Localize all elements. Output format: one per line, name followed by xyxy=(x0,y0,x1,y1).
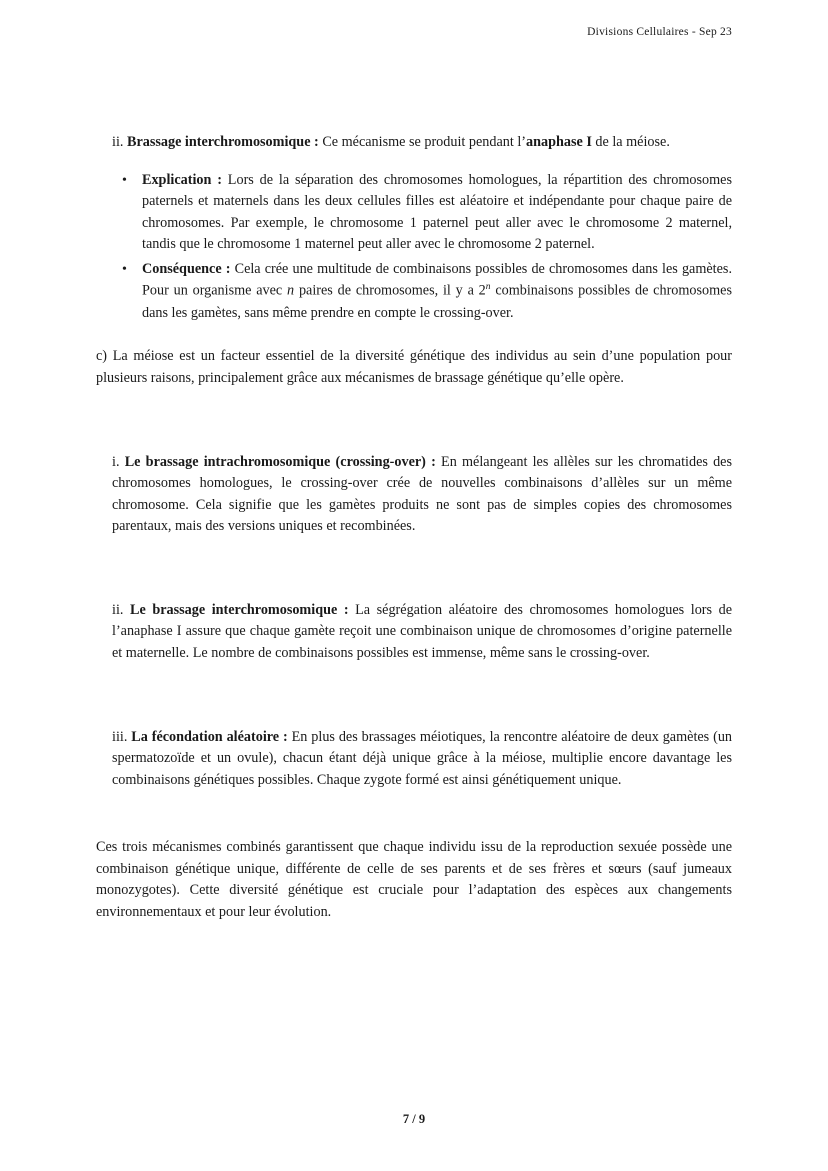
section-ii-text-a: Ce mécanisme se produit pendant l’ xyxy=(318,134,527,150)
item-i-paragraph xyxy=(112,452,732,538)
item-ii-label: ii. xyxy=(112,601,124,618)
bullet-list xyxy=(120,170,732,325)
bullet-text-consequence-a: Cela crée une multitude de combinaisons possibles de chromosomes dans les gamètes. Pour un organisme avec xyxy=(142,260,732,300)
item-iii-term: La fécondation aléatoire : xyxy=(131,728,288,745)
item-ii-term: Le brassage interchromosomique : xyxy=(130,601,349,618)
section-ii-bold-anaphase: anaphase I xyxy=(526,134,592,150)
item-iii-paragraph xyxy=(112,727,732,792)
section-ii-text-c: de la méiose. xyxy=(591,134,670,150)
paragraph-c: c) La méiose est un facteur essentiel de la diversité génétique des individus au sein d’une population pour plusieurs raisons, principalement grâce aux mécanismes de brassage génétique qu’elle opère. xyxy=(96,348,732,386)
list-item xyxy=(120,170,732,256)
exponent-n: n xyxy=(485,282,491,293)
running-header: Divisions Cellulaires - Sep 23 xyxy=(587,26,732,38)
variable-n: n xyxy=(287,283,295,300)
bullet-text-explication: Lors de la séparation des chromosomes homologues, la répartition des chromosomes paternels et maternels dans les deux cellules filles est aléatoire et indépendante pour chaque paire de chromosomes. Par exemple, le chromosome 1 paternel peut aller avec le chromosome 2 maternel, tandis que le chromosome 1 maternel peut aller avec le chromosome 2 paternel. xyxy=(142,171,732,253)
page-number: 7 / 9 xyxy=(402,1112,426,1126)
bullet-text-consequence-b: paires de chromosomes, il y a 2 xyxy=(294,283,486,300)
item-ii-paragraph xyxy=(112,600,732,665)
item-i-label: i. xyxy=(112,453,120,470)
bullet-term-explication: Explication : xyxy=(142,171,222,188)
section-ii-paragraph xyxy=(112,132,732,154)
item-i-term: Le brassage intrachromosomique (crossing-over) : xyxy=(124,453,436,470)
item-iii-label: iii. xyxy=(112,728,128,745)
closing-paragraph: Ces trois mécanismes combinés garantissent que chaque individu issu de la reproduction sexuée possède une combinaison génétique unique, différente de celle de ses parents et de ses frères et sœurs (sauf jumeaux monozygotes). Cette diversité génétique est cruciale pour l’adaptation des espèces aux changements environnementaux et pour leur évolution. xyxy=(96,839,732,921)
section-ii-label: ii. xyxy=(112,134,124,150)
page-content xyxy=(96,132,732,924)
item-iii-text: En plus des brassages méiotiques, la rencontre aléatoire de deux gamètes (un spermatozoïde et un ovule), chacun étant déjà unique grâce à la méiose, multiplie encore davantage les combinaisons génétiques possibles. Chaque zygote formé est ainsi génétiquement unique. xyxy=(112,728,733,788)
item-i-text: En mélangeant les allèles sur les chromatides des chromosomes homologues, le crossing-over crée de nouvelles combinaisons d’allèles sur un même chromosome. Cela signifie que les gamètes produits ne sont pas de simples copies des chromosomes parentaux, mais des versions uniques et recombinées. xyxy=(112,453,733,535)
bullet-term-consequence: Conséquence : xyxy=(142,260,231,277)
list-item xyxy=(120,259,732,324)
item-ii-text: La ségrégation aléatoire des chromosomes homologues lors de l’anaphase I assure que chaque gamète reçoit une combinaison unique de chromosomes d’origine paternelle et maternelle. Le nombre de combinaisons possibles est immense, même sans le crossing-over. xyxy=(112,601,732,661)
bullet-text-consequence-c: combinaisons possibles de chromosomes dans les gamètes, sans même prendre en compte le crossing-over. xyxy=(142,283,732,321)
section-ii-term: Brassage interchromosomique : xyxy=(126,134,319,150)
